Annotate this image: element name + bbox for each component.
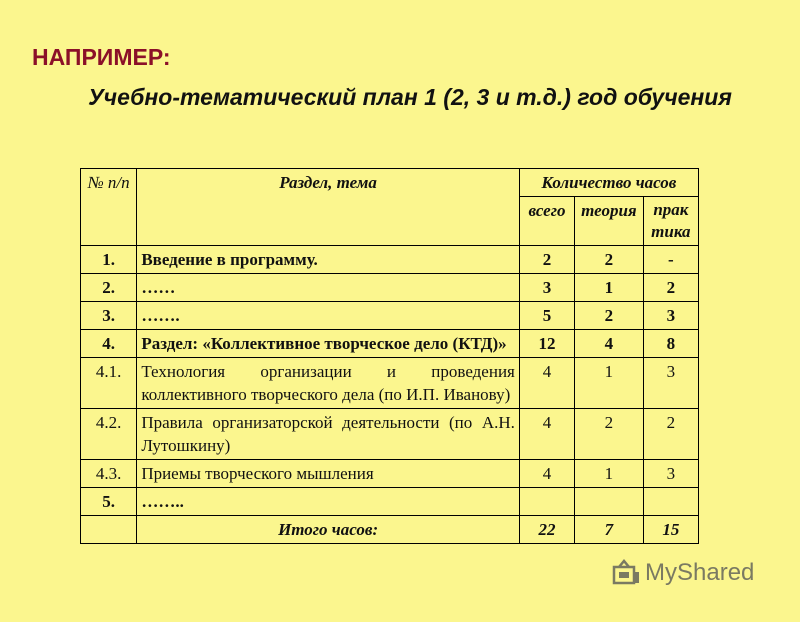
header-row xyxy=(81,169,699,197)
table-row xyxy=(81,460,699,488)
table-row xyxy=(81,488,699,516)
row-number: 3. xyxy=(81,302,137,330)
theory-header: теория xyxy=(575,197,644,246)
grand-total: 22 xyxy=(519,516,574,544)
row-theory: 2 xyxy=(575,246,644,274)
row-practice: 8 xyxy=(643,330,698,358)
row-theory: 4 xyxy=(575,330,644,358)
hours-header: Количество часов xyxy=(519,169,698,197)
row-theory: 2 xyxy=(575,302,644,330)
row-total xyxy=(519,488,574,516)
table-row xyxy=(81,302,699,330)
row-section: Правила организаторской деятельности (по А.Н. Лутошкину) xyxy=(137,409,520,460)
number-header: № п/п xyxy=(81,169,137,246)
row-section: ……. xyxy=(137,302,520,330)
row-theory: 1 xyxy=(575,274,644,302)
total-row-number xyxy=(81,516,137,544)
myshared-watermark xyxy=(611,556,754,590)
row-number: 4. xyxy=(81,330,137,358)
row-practice: 3 xyxy=(643,460,698,488)
row-total: 2 xyxy=(519,246,574,274)
row-practice: 3 xyxy=(643,302,698,330)
plan-title: Учебно-тематический план 1 (2, 3 и т.д.) год обучения xyxy=(88,84,732,110)
section-header: Раздел, тема xyxy=(137,169,520,246)
example-heading: НАПРИМЕР: xyxy=(32,44,171,70)
table-row xyxy=(81,330,699,358)
row-number: 2. xyxy=(81,274,137,302)
myshared-logo-icon xyxy=(611,558,641,588)
grand-theory: 7 xyxy=(575,516,644,544)
row-total: 4 xyxy=(519,409,574,460)
total-header: всего xyxy=(519,197,574,246)
watermark-text: MyShared xyxy=(645,559,755,586)
row-section: …….. xyxy=(137,488,520,516)
row-section: Технология организации и проведения коллективного творческого дела (по И.П. Иванову) xyxy=(137,358,520,409)
row-practice: 3 xyxy=(643,358,698,409)
row-theory xyxy=(575,488,644,516)
row-section: Введение в программу. xyxy=(137,246,520,274)
row-total: 4 xyxy=(519,460,574,488)
row-total: 5 xyxy=(519,302,574,330)
table-row xyxy=(81,358,699,409)
row-number: 4.3. xyxy=(81,460,137,488)
row-practice xyxy=(643,488,698,516)
row-section: Приемы творческого мышления xyxy=(137,460,520,488)
row-number: 4.1. xyxy=(81,358,137,409)
total-row xyxy=(81,516,699,544)
table-row xyxy=(81,274,699,302)
table-row xyxy=(81,246,699,274)
plan-table xyxy=(80,168,699,544)
row-theory: 1 xyxy=(575,460,644,488)
row-practice: 2 xyxy=(643,274,698,302)
grand-practice: 15 xyxy=(643,516,698,544)
row-total: 12 xyxy=(519,330,574,358)
row-number: 1. xyxy=(81,246,137,274)
total-label: Итого часов: xyxy=(137,516,520,544)
row-number: 4.2. xyxy=(81,409,137,460)
row-total: 4 xyxy=(519,358,574,409)
practice-header: прак тика xyxy=(643,197,698,246)
row-number: 5. xyxy=(81,488,137,516)
row-section: …… xyxy=(137,274,520,302)
table-row xyxy=(81,409,699,460)
row-theory: 2 xyxy=(575,409,644,460)
row-theory: 1 xyxy=(575,358,644,409)
row-practice: - xyxy=(643,246,698,274)
row-section: Раздел: «Коллективное творческое дело (КТД)» xyxy=(137,330,520,358)
row-practice: 2 xyxy=(643,409,698,460)
row-total: 3 xyxy=(519,274,574,302)
